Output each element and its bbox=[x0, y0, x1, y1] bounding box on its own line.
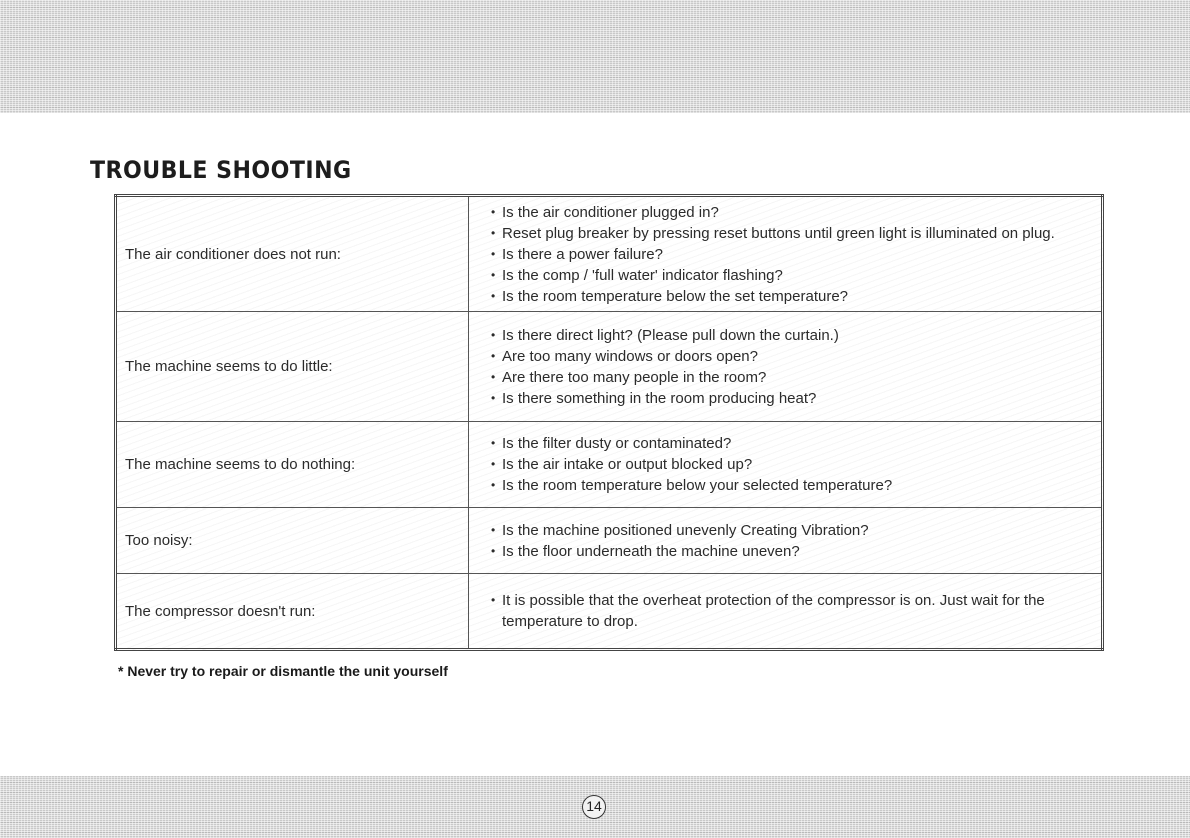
bullet-icon: • bbox=[491, 246, 496, 261]
list-item bbox=[491, 346, 1091, 367]
bullet-icon: • bbox=[491, 478, 496, 492]
check-text: Reset plug breaker by pressing reset buttons until green light is illuminated on plug. bbox=[502, 224, 1055, 242]
list-item bbox=[491, 541, 1091, 562]
check-list bbox=[491, 590, 1091, 632]
page-number: 14 bbox=[582, 795, 606, 819]
check-text: Are too many windows or doors open? bbox=[502, 347, 758, 365]
checks-cell bbox=[469, 196, 1103, 312]
bullet-icon: • bbox=[491, 348, 496, 363]
bullet-icon: • bbox=[491, 267, 496, 282]
bullet-icon: • bbox=[491, 436, 496, 450]
check-text: Is the air conditioner plugged in? bbox=[502, 203, 719, 221]
checks-cell bbox=[469, 312, 1103, 422]
list-item bbox=[491, 475, 1091, 496]
problem-cell: The air conditioner does not run: bbox=[116, 196, 469, 312]
list-item bbox=[491, 286, 1091, 307]
table-row bbox=[116, 508, 1103, 574]
check-text: Is the room temperature below your selected temperature? bbox=[502, 477, 893, 494]
check-list bbox=[491, 433, 1091, 496]
check-list bbox=[491, 520, 1091, 562]
check-list bbox=[491, 202, 1091, 307]
page-title: TROUBLE SHOOTING bbox=[90, 156, 352, 184]
bullet-icon: • bbox=[491, 543, 496, 558]
check-text: Is the room temperature below the set temperature? bbox=[502, 287, 849, 305]
problem-cell: The compressor doesn't run: bbox=[116, 574, 469, 650]
top-decorative-band bbox=[0, 0, 1190, 113]
troubleshooting-table bbox=[114, 194, 1104, 651]
problem-cell: Too noisy: bbox=[116, 508, 469, 574]
bullet-icon: • bbox=[491, 522, 496, 537]
check-text: Is there a power failure? bbox=[502, 245, 663, 263]
check-text: Are there too many people in the room? bbox=[502, 368, 767, 386]
table-row bbox=[116, 422, 1103, 508]
bullet-icon: • bbox=[491, 225, 496, 240]
check-text: Is the floor underneath the machine uneven? bbox=[502, 542, 800, 560]
warning-footnote: * Never try to repair or dismantle the unit yourself bbox=[118, 663, 448, 679]
bullet-icon: • bbox=[491, 593, 496, 607]
check-text: Is the machine positioned unevenly Creating Vibration? bbox=[502, 521, 869, 539]
bullet-icon: • bbox=[491, 369, 496, 384]
list-item bbox=[491, 202, 1091, 223]
table-row bbox=[116, 574, 1103, 650]
table-row bbox=[116, 196, 1103, 312]
table-row bbox=[116, 312, 1103, 422]
bullet-icon: • bbox=[491, 204, 496, 219]
list-item bbox=[491, 325, 1091, 346]
list-item bbox=[491, 265, 1091, 286]
bullet-icon: • bbox=[491, 457, 496, 471]
checks-cell bbox=[469, 574, 1103, 650]
list-item bbox=[491, 388, 1091, 409]
checks-cell bbox=[469, 508, 1103, 574]
check-text: It is possible that the overheat protection of the compressor is on. Just wait for the temperature to drop. bbox=[502, 592, 1045, 630]
check-text: Is the comp / 'full water' indicator flashing? bbox=[502, 266, 783, 284]
check-text: Is the air intake or output blocked up? bbox=[502, 456, 753, 473]
problem-cell: The machine seems to do nothing: bbox=[116, 422, 469, 508]
check-text: Is there something in the room producing heat? bbox=[502, 389, 817, 407]
list-item bbox=[491, 433, 1091, 454]
bullet-icon: • bbox=[491, 288, 496, 303]
bullet-icon: • bbox=[491, 390, 496, 405]
bullet-icon: • bbox=[491, 327, 496, 342]
list-item bbox=[491, 590, 1091, 632]
checks-cell bbox=[469, 422, 1103, 508]
check-text: Is there direct light? (Please pull down the curtain.) bbox=[502, 326, 839, 344]
check-text: Is the filter dusty or contaminated? bbox=[502, 435, 732, 452]
list-item bbox=[491, 223, 1091, 244]
check-list bbox=[491, 325, 1091, 409]
list-item bbox=[491, 520, 1091, 541]
list-item bbox=[491, 244, 1091, 265]
problem-cell: The machine seems to do little: bbox=[116, 312, 469, 422]
list-item bbox=[491, 367, 1091, 388]
list-item bbox=[491, 454, 1091, 475]
